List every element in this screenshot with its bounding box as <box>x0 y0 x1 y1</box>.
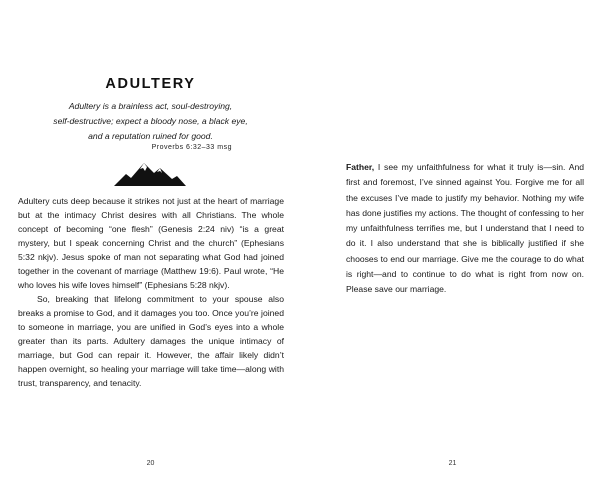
prayer-body: I see my unfaithfulness for what it truly is—sin. And first and foremost, I’ve sinned against You. Forgive me for all the excuses I’ve made to justify my behavior. Nothing my wife has done justifies my actions. The thought of confessing to her my unfaithfulness terrifies me, but I understand that I need to do it. I also understand that she is biblically justified if she chooses to end our marriage. Give me the courage to do what is right—and to continue to do what is right from now on. Please save our marriage. <box>346 162 584 295</box>
page-number: 21 <box>448 460 457 467</box>
left-page <box>0 0 301 486</box>
page-title: ADULTERY <box>105 76 196 92</box>
right-page <box>302 0 603 486</box>
epigraph <box>20 99 281 144</box>
body-text <box>18 194 284 390</box>
epigraph-line: self-destructive; expect a bloody nose, a black eye, <box>53 116 248 126</box>
page-number: 20 <box>146 460 155 467</box>
prayer-lead: Father, <box>346 162 375 172</box>
mountain-icon <box>114 160 186 186</box>
paragraph: So, breaking that lifelong commitment to your spouse also breaks a promise to God, and it damages you too. Once you’re joined to someone in marriage, you are unified in God’s eyes into a whole greater than its parts. Adultery damages the unique intimacy of marriage, but God can repair it. However, the affair likely didn’t happen overnight, so healing your marriage will take time—along with trust, transparency, and tenacity. <box>18 294 284 388</box>
epigraph-citation: Proverbs 6:32–33 msg <box>151 144 232 151</box>
epigraph-line: Adultery is a brainless act, soul-destroying, <box>68 101 233 111</box>
epigraph-line: and a reputation ruined for good. <box>88 131 213 141</box>
paragraph: Adultery cuts deep because it strikes not just at the heart of marriage but at the intimacy Christ desires with all Christians. The whole concept of becoming “one flesh” (Genesis 2:24 niv) “is a great mystery, but I speak concerning Christ and the church” (Ephesians 5:32 nkjv). Jesus spoke of man not separating what God had joined together in the covenant of marriage (Matthew 19:6). Paul wrote, “He who loves his wife loves himself” (Ephesians 5:28 nkjv). <box>18 196 284 290</box>
prayer-text <box>346 160 584 298</box>
